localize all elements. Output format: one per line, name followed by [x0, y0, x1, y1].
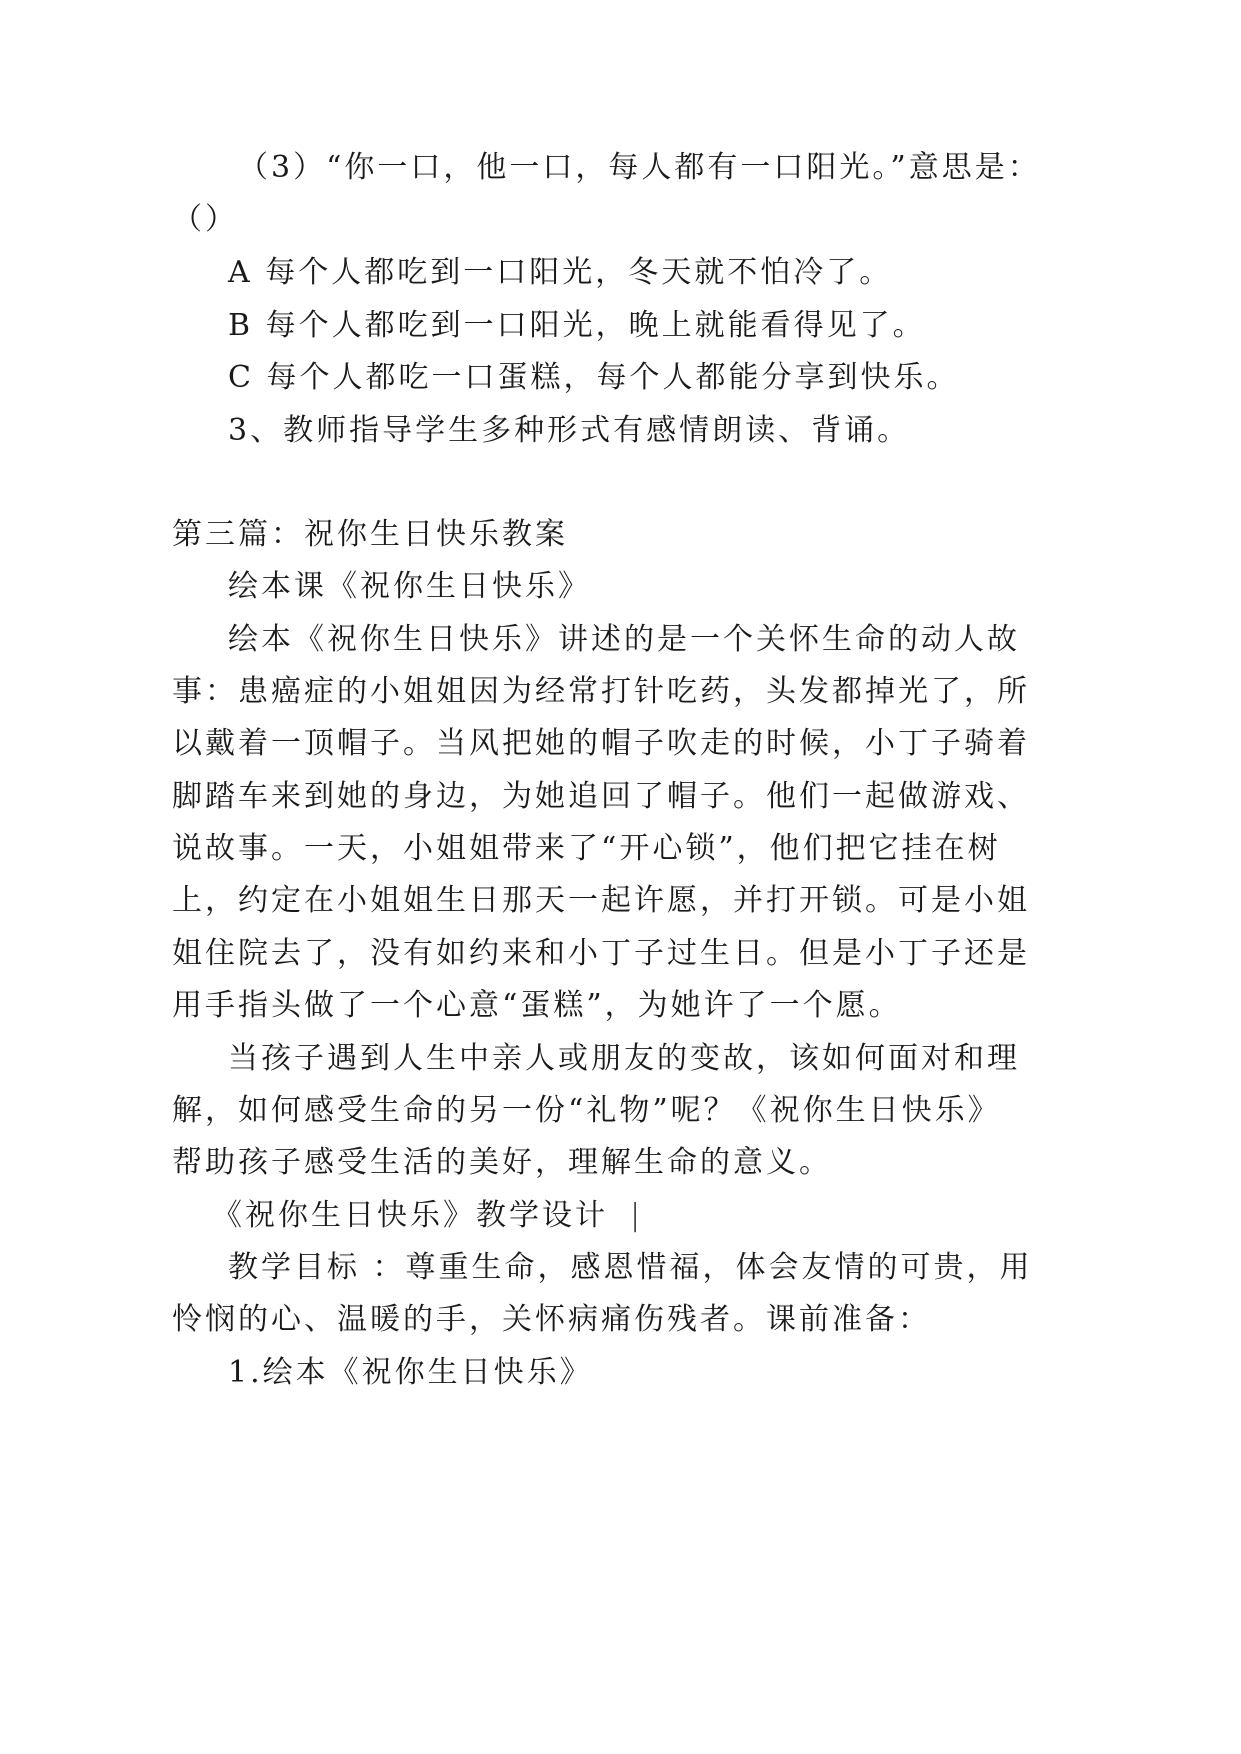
paragraph-line: 帮助孩子感受生活的美好，理解生命的意义。 [172, 1145, 832, 1180]
paragraph-line: 姐住院去了，没有如约来和小丁子过生日。但是小丁子还是 [172, 936, 1030, 971]
paragraph-line: 用手指头做了一个心意“蛋糕”，为她许了一个愿。 [172, 988, 902, 1023]
lesson-title: 绘本课《祝你生日快乐》 [228, 569, 591, 604]
paragraph-line: 说故事。一天，小姐姐带来了“开心锁”，他们把它挂在树 [172, 831, 1001, 866]
text-cursor: | [630, 1198, 644, 1233]
paragraph-line: 当孩子遇到人生中亲人或朋友的变故，该如何面对和理 [228, 1041, 1020, 1076]
paragraph-line: 脚踏车来到她的身边，为她追回了帽子。他们一起做游戏、 [172, 779, 1030, 814]
step-3-text: 3、教师指导学生多种形式有感情朗读、背诵。 [228, 413, 911, 448]
teaching-design-title: 《祝你生日快乐》教学设计 [212, 1198, 608, 1233]
answer-bracket: （） [172, 202, 238, 237]
paragraph-line: 绘本《祝你生日快乐》讲述的是一个关怀生命的动人故 [228, 622, 1020, 657]
paragraph-line: 解，如何感受生命的另一份“礼物”呢？《祝你生日快乐》 [172, 1093, 1001, 1128]
option-b: B 每个人都吃到一口阳光，晚上就能看得见了。 [228, 308, 926, 343]
prep-item-1: 1.绘本《祝你生日快乐》 [228, 1355, 593, 1390]
option-a: A 每个人都吃到一口阳光，冬天就不怕冷了。 [228, 255, 893, 290]
teaching-design-heading [212, 1196, 643, 1236]
paragraph-line: 上，约定在小姐姐生日那天一起许愿，并打开锁。可是小姐 [172, 883, 1030, 918]
teaching-goal-line: 教学目标 ：尊重生命，感恩惜福，体会友情的可贵，用 [228, 1250, 1033, 1285]
section-title: 第三篇：祝你生日快乐教案 [172, 517, 568, 552]
option-c: C 每个人都吃一口蛋糕，每个人都能分享到快乐。 [228, 360, 960, 395]
paragraph-line: 事：患癌症的小姐姐因为经常打针吃药，头发都掉光了，所 [172, 674, 1030, 709]
teaching-goal-line: 怜悯的心、温暖的手，关怀病痛伤残者。课前准备： [172, 1302, 931, 1337]
question-3-text: （3）“你一口，他一口，每人都有一口阳光。”意思是： [238, 150, 1041, 185]
paragraph-line: 以戴着一顶帽子。当风把她的帽子吹走的时候，小丁子骑着 [172, 726, 1030, 761]
